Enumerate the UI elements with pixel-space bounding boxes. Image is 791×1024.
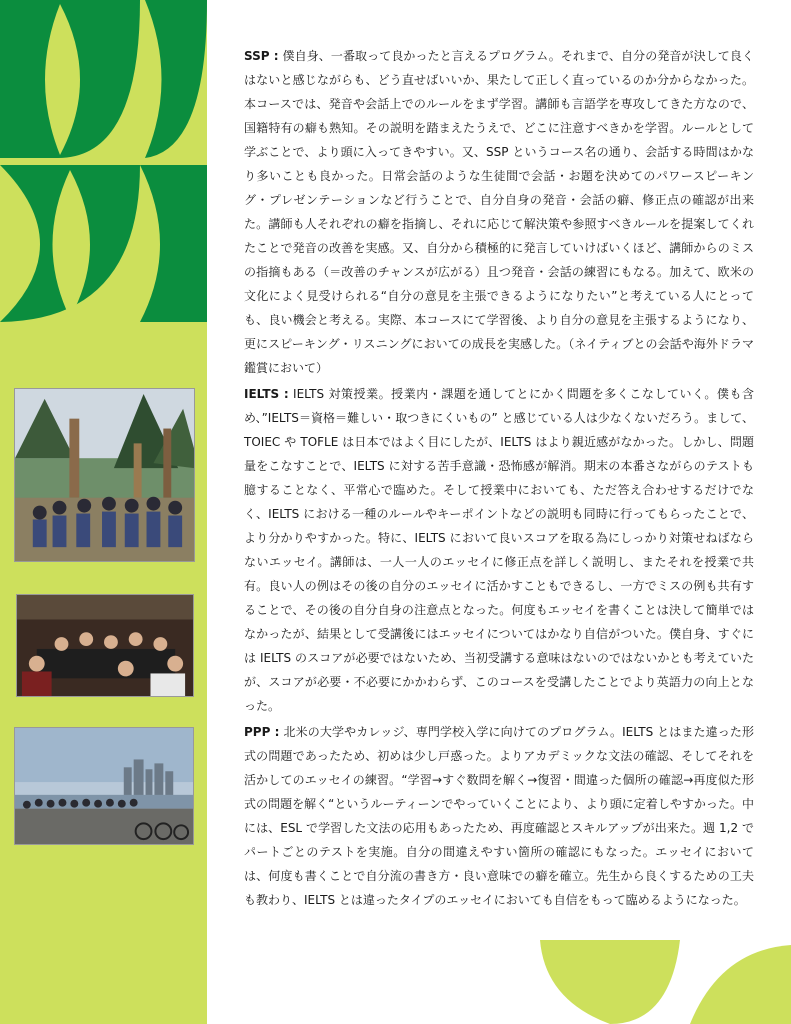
waterfront-group-photo: [14, 727, 194, 845]
section-body: 北米の大学やカレッジ、専門学校入学に向けてのプログラム。IELTS とはまた違った形式の問題であったため、初めは少し戸惑った。よりアカデミックな文法の確認、そしてそれを活かしてのエッセイの練習。“学習→すぐ数問を解く→復習・間違った個所の確認→再度似た形式の問題を解く“というルーティーンでやっていくことにより、より頭に定着しやすかった。中には、ESL で学習した文法の応用もあったため、再度確認とスキルアップが出来た。週 1,2 でパートごとのテストを実施。自分の間違えやすい箇所の確認にもなった。エッセイにおいては、何度も書くことで自分流の書き方・良い意味での癖を確立。先生から良くするための工夫も教わり、IELTS とは違ったタイプのエッセイにおいても自信をもって臨めるようになった。: [244, 725, 754, 907]
green-petal-shape: [145, 0, 207, 158]
lime-corner-shape: [690, 945, 791, 1024]
section-label: IELTS :: [244, 387, 289, 401]
section-label: PPP :: [244, 725, 280, 739]
section-label: SSP :: [244, 49, 279, 63]
lime-half-circle-shape: [540, 940, 680, 1024]
section-body: IELTS 対策授業。授業内・課題を通してとにかく問題を多くこなしていく。僕も含め、”IELTS＝資格＝難しい・取つきにくいもの” と感じている人は少なくないだろう。まして、TOIEC や TOFLE は日本ではよく目にしたが、IELTS はより親近感がなかった。しかし、問題量をこなすことで、IELTS に対する苦手意識・恐怖感が解消。期末の本番さながらのテストも臆することなく、平常心で臨めた。そして授業中においても、ただ答え合わせするだけでなく、IELTS における一種のルールやキーポイントなどの説明も同時に行ってもらったことで、より分かりやすかった。特に、IELTS において良いスコアを取る為にしっかり対策せねばならないエッセイ。講師は、一人一人のエッセイに修正点を詳しく説明し、またそれを授業で共有。良い人の例はその後の自分のエッセイに活かすこともできるし、一方でミスの例も共有することで、その後の自分自身の注意点となった。何度もエッセイを書くことは決して簡単ではなかったが、結果として受講後にはエッセイについてはかなり自信がついた。僕自身、すぐには IELTS のスコアが必要ではないため、当初受講する意味はないのではないかとも考えていたが、スコアが必要・不必要にかかわらず、このコースを受講したことでより英語力の向上となった。: [244, 387, 754, 713]
top-left-leaf-decoration: [0, 0, 210, 330]
white-quarter-circle-shape: [207, 940, 300, 1024]
totem-pole-group-photo: [14, 388, 195, 562]
section-ssp: [244, 44, 754, 380]
green-petal-shape: [140, 165, 207, 322]
section-body: 僕自身、一番取って良かったと言えるプログラム。それまで、自分の発音が決して良くはないと感じながらも、どう直せばいいか、果たして正しく直っているのか分からなかった。本コースでは、発音や会話上でのルールをまず学習。講師も言語学を専攻してきた方なので、国籍特有の癖も熟知。その説明を踏まえたうえで、どこに注意すべきかを学習。ルールとして学ぶことで、より頭に入ってきやすい。又、SSP というコース名の通り、会話する時間はかなり多いことも良かった。日常会話のような生徒間で会話・お題を決めてのパワースピーキング・プレゼンテーションなど行うことで、自分自身の発音・会話の癖、修正点の確認が出来た。講師も人それぞれの癖を指摘し、それに応じて解決策や参照すべきルールを提案してくれたことで発音の改善を実感。又、自分から積極的に発言していけばいくほど、講師からのミスの指摘もある（＝改善のチャンスが広がる）且つ発音・会話の練習にもなる。加えて、欧米の文化によく見受けられる“自分の意見を主張できるようになりたい”と考えている人にとっても、良い機会と考える。実際、本コースにて学習後、より自分の意見を主張するようになり、更にスピーキング・リスニングにおいての成長を実感した。（ネイティブとの会話や海外ドラマ鑑賞において）: [244, 49, 754, 375]
restaurant-group-photo: [16, 594, 194, 697]
section-ielts: [244, 382, 754, 718]
section-ppp: [244, 720, 754, 912]
